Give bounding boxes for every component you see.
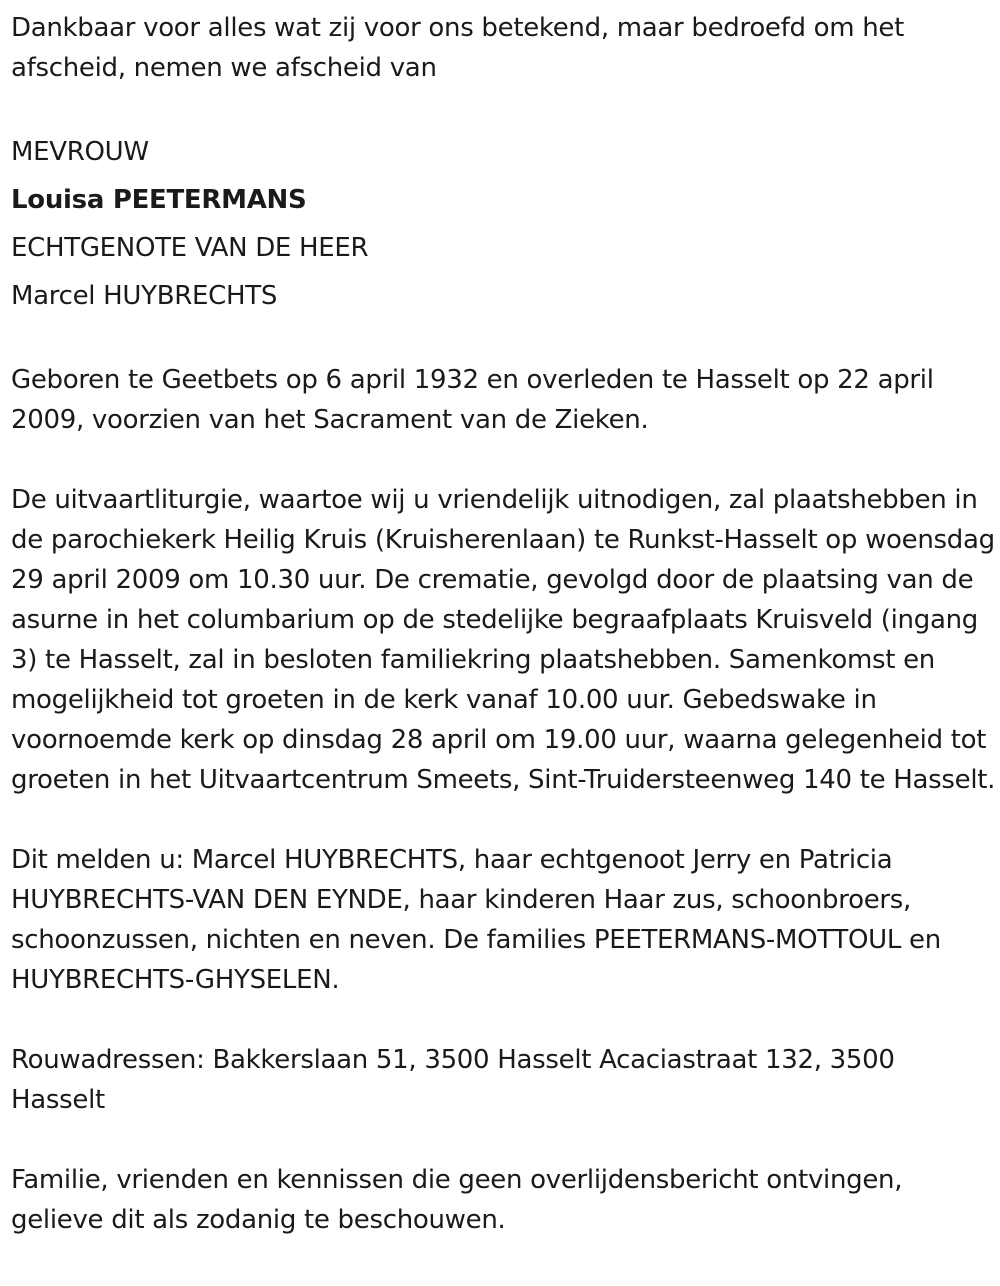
obituary-notice bbox=[11, 8, 996, 1240]
honorific: MEVROUW bbox=[11, 137, 149, 167]
birth-death-paragraph: Geboren te Geetbets op 6 april 1932 en overleden te Hasselt op 22 april 2009, voorzien van het Sacrament van de Zieken. bbox=[11, 365, 934, 435]
spouse-label: ECHTGENOTE VAN DE HEER bbox=[11, 233, 369, 263]
intro-paragraph: Dankbaar voor alles wat zij voor ons betekend, maar bedroefd om het afscheid, nemen we afscheid van bbox=[11, 13, 905, 83]
announced-by-paragraph: Dit melden u: Marcel HUYBRECHTS, haar echtgenoot Jerry en Patricia HUYBRECHTS-VAN DEN EYNDE, haar kinderen Haar zus, schoonbroers, schoonzussen, nichten en neven. De families PEETERMANS-MOTTOUL en HUYBRECHTS-GHYSELEN. bbox=[11, 845, 941, 995]
spouse-name: Marcel HUYBRECHTS bbox=[11, 281, 278, 311]
funeral-details-paragraph: De uitvaartliturgie, waartoe wij u vriendelijk uitnodigen, zal plaatshebben in de parochiekerk Heilig Kruis (Kruisherenlaan) te Runkst-Hasselt op woensdag 29 april 2009 om 10.30 uur. De crematie, gevolgd door de plaatsing van de asurne in het columbarium op de stedelijke begraafplaats Kruisveld (ingang 3) te Hasselt, zal in besloten familiekring plaatshebben. Samenkomst en mogelijkheid tot groeten in de kerk vanaf 10.00 uur. Gebedswake in voornoemde kerk op dinsdag 28 april om 19.00 uur, waarna gelegenheid tot groeten in het Uitvaartcentrum Smeets, Sint-Truidersteenweg 140 te Hasselt. bbox=[11, 485, 996, 795]
closing-paragraph: Familie, vrienden en kennissen die geen overlijdensbericht ontvingen, gelieve dit als zodanig te beschouwen. bbox=[11, 1165, 903, 1235]
deceased-name: Louisa PEETERMANS bbox=[11, 185, 307, 215]
mourning-addresses-paragraph: Rouwadressen: Bakkerslaan 51, 3500 Hasselt Acaciastraat 132, 3500 Hasselt bbox=[11, 1045, 895, 1115]
